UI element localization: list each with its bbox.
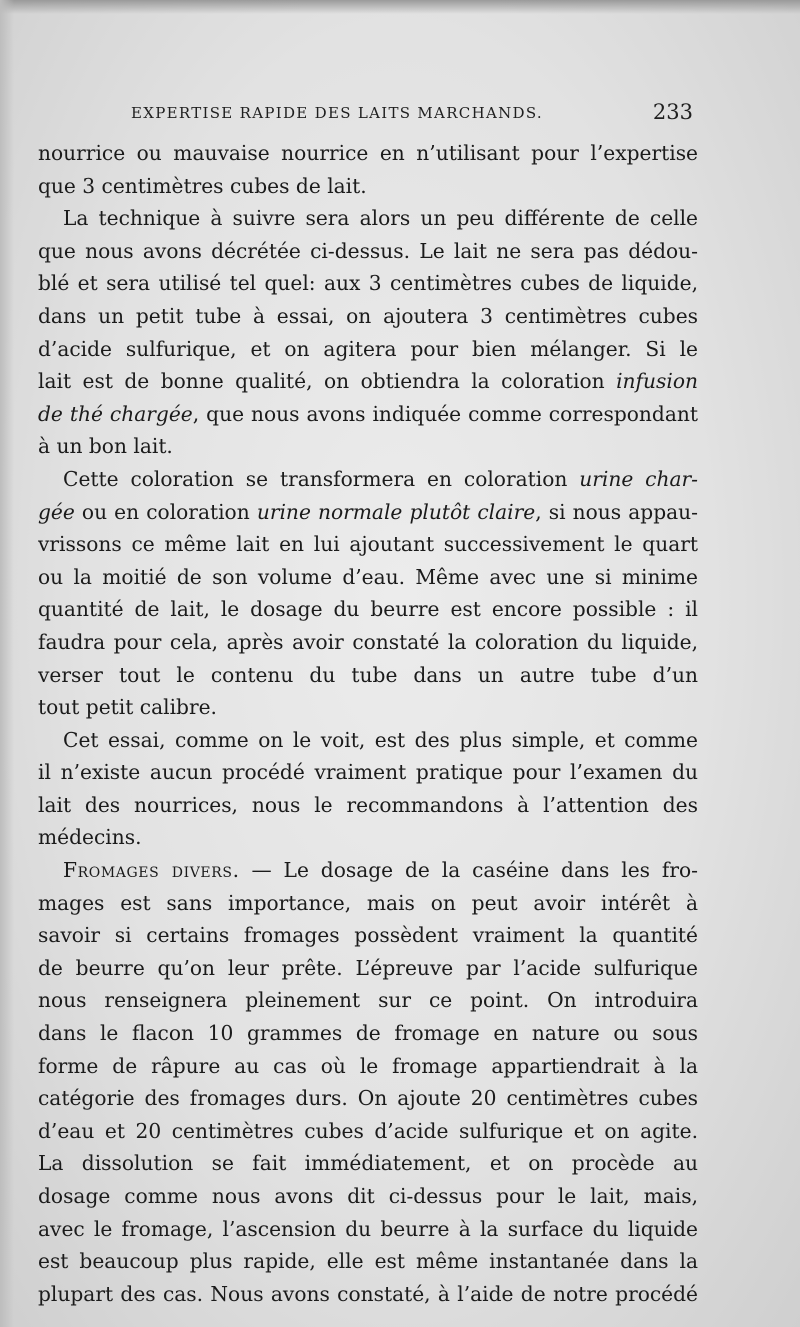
text-run: dans le flacon 10 grammes de fromage en nature ou sous bbox=[38, 1021, 698, 1046]
text-run: est beaucoup plus rapide, elle est même instantanée dans la bbox=[38, 1249, 698, 1274]
text-run: mages est sans importance, mais on peut avoir intérêt à bbox=[38, 890, 698, 915]
section-heading: Fromages divers. bbox=[63, 858, 240, 883]
text-run: vrissons ce même lait en lui ajoutant successivement le quart bbox=[38, 532, 698, 557]
text-line bbox=[38, 1245, 698, 1278]
text-run: quantité de lait, le dosage du beurre est encore possible : il bbox=[38, 597, 698, 622]
text-run: que nous avons décrétée ci-dessus. Le lait ne sera pas dédou- bbox=[38, 238, 698, 263]
text-line bbox=[38, 1180, 698, 1213]
italic-text: de thé chargée bbox=[38, 401, 193, 426]
text-run: blé et sera utilisé tel quel: aux 3 centimètres cubes de liquide, bbox=[38, 271, 698, 296]
text-run: il n’existe aucun procédé vraiment pratique pour l’examen du bbox=[38, 760, 698, 785]
text-line bbox=[38, 1147, 698, 1180]
italic-text: urine normale plutôt claire bbox=[256, 499, 536, 524]
text-run: ou en coloration bbox=[74, 499, 257, 524]
text-line bbox=[38, 235, 698, 268]
text-line bbox=[38, 496, 698, 529]
text-run: plupart des cas. Nous avons constaté, à l’aide de notre procédé bbox=[38, 1281, 698, 1306]
text-run: verser tout le contenu du tube dans un autre tube d’un bbox=[38, 662, 698, 687]
text-run: dans un petit tube à essai, on ajoutera 3 centimètres cubes bbox=[38, 303, 698, 328]
italic-text: urine char- bbox=[579, 466, 698, 491]
page-left-shadow bbox=[0, 0, 14, 1327]
text-line bbox=[38, 1050, 698, 1083]
text-run: nous renseignera pleinement sur ce point. On introduira bbox=[38, 988, 698, 1013]
text-run: nourrice ou mauvaise nourrice en n’utilisant pour l’expertise bbox=[38, 141, 698, 165]
text-line bbox=[38, 1115, 698, 1148]
text-line bbox=[38, 854, 698, 887]
text-line bbox=[38, 1082, 698, 1115]
text-line bbox=[38, 267, 698, 300]
text-line bbox=[38, 821, 698, 854]
text-line bbox=[38, 952, 698, 985]
text-run: d’acide sulfurique, et on agitera pour bien mélanger. Si le bbox=[38, 336, 698, 361]
text-line bbox=[38, 1213, 698, 1246]
text-run: catégorie des fromages durs. On ajoute 20 centimètres cubes bbox=[38, 1086, 698, 1111]
text-line bbox=[38, 300, 698, 333]
text-line bbox=[38, 659, 698, 692]
text-line bbox=[38, 333, 698, 366]
text-run: ou la moitié de son volume d’eau. Même avec une si minime bbox=[38, 564, 698, 589]
text-line bbox=[38, 561, 698, 594]
text-run: , si nous appau- bbox=[535, 499, 698, 524]
text-line bbox=[38, 691, 698, 724]
text-run: Cette coloration se transformera en coloration bbox=[63, 466, 580, 491]
text-line bbox=[38, 1017, 698, 1050]
text-run: tout petit calibre. bbox=[38, 695, 217, 720]
text-run: — Le dosage de la caséine dans les fro- bbox=[239, 858, 698, 883]
text-run: médecins. bbox=[38, 825, 142, 850]
text-run: Cet essai, comme on le voit, est des plus simple, et comme bbox=[63, 727, 698, 752]
text-run: , que nous avons indiquée comme correspondant bbox=[192, 401, 698, 426]
text-line bbox=[38, 202, 698, 235]
text-run: d’eau et 20 centimètres cubes d’acide sulfurique et on agite. bbox=[38, 1118, 698, 1143]
text-run: avec le fromage, l’ascension du beurre à la surface du liquide bbox=[38, 1216, 698, 1241]
text-line bbox=[38, 724, 698, 757]
text-line bbox=[38, 919, 698, 952]
text-line bbox=[38, 137, 698, 170]
text-run: forme de râpure au cas où le fromage appartiendrait à la bbox=[38, 1053, 698, 1078]
page-number: 233 bbox=[652, 100, 693, 124]
text-line bbox=[38, 463, 698, 496]
text-run: dosage comme nous avons dit ci-dessus pour le lait, mais, bbox=[38, 1184, 698, 1208]
text-line bbox=[38, 626, 698, 659]
page-header bbox=[40, 100, 695, 130]
text-line bbox=[38, 170, 698, 203]
text-run: faudra pour cela, après avoir constaté la coloration du liquide, bbox=[38, 629, 698, 654]
text-line bbox=[38, 593, 698, 626]
body-text bbox=[38, 137, 698, 1310]
text-line bbox=[38, 1278, 698, 1311]
text-run: à un bon lait. bbox=[38, 434, 173, 459]
text-run: La technique à suivre sera alors un peu différente de celle bbox=[63, 206, 698, 231]
text-run: La dissolution se fait immédiatement, et on procède au bbox=[38, 1151, 698, 1176]
text-run: lait est de bonne qualité, on obtiendra la coloration bbox=[38, 369, 617, 394]
text-run: savoir si certains fromages possèdent vraiment la quantité bbox=[38, 923, 698, 948]
text-run: que 3 centimètres cubes de lait. bbox=[38, 173, 367, 198]
text-line bbox=[38, 430, 698, 463]
italic-text: gée bbox=[38, 499, 75, 524]
text-line bbox=[38, 984, 698, 1017]
page-top-shadow bbox=[0, 0, 800, 14]
text-run: de beurre qu’on leur prête. L’épreuve par l’acide sulfurique bbox=[38, 955, 698, 980]
text-line bbox=[38, 756, 698, 789]
text-line bbox=[38, 528, 698, 561]
text-line bbox=[38, 365, 698, 398]
text-line bbox=[38, 789, 698, 822]
text-run: lait des nourrices, nous le recommandons à l’attention des bbox=[38, 792, 698, 817]
text-line bbox=[38, 398, 698, 431]
text-line bbox=[38, 887, 698, 920]
running-head: EXPERTISE RAPIDE DES LAITS MARCHANDS. bbox=[131, 104, 543, 122]
italic-text: infusion bbox=[616, 369, 698, 394]
